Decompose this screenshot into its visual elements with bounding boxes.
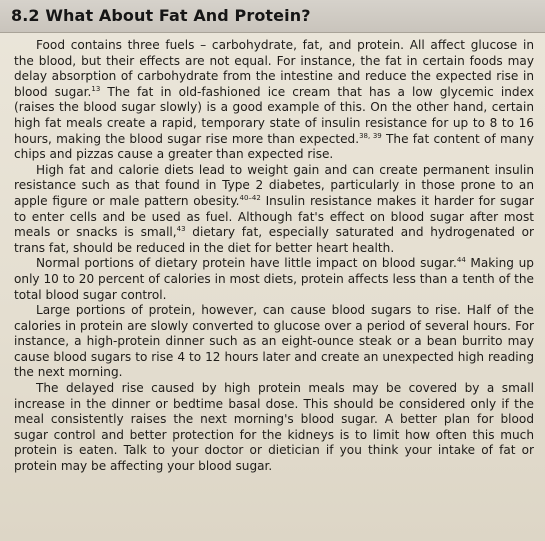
- paragraph: [14, 163, 534, 257]
- paragraph-text: The fat in old-fashioned ice cream that has a low glycemic index (raises the blood sugar slowly) is a good example of this. On the other hand, certain high fat meals create a rapid, temporary state of insulin resistance for up to 8 to 16 hours, making the blood sugar rise more than expected.: [14, 84, 534, 146]
- paragraph: [14, 256, 534, 303]
- citation-superscript: 43: [176, 225, 186, 234]
- section-title: 8.2 What About Fat And Protein?: [11, 6, 311, 25]
- paragraph: [14, 303, 534, 381]
- section-header: [0, 0, 545, 33]
- paragraph: [14, 381, 534, 475]
- citation-superscript: 40–42: [239, 193, 261, 202]
- paragraph-text: Insulin resistance makes it harder for sugar to enter cells and be used as fuel. Although fat's effect on blood sugar after most meals or snacks is small,: [14, 193, 534, 240]
- paragraph-text: Large portions of protein, however, can cause blood sugars to rise. Half of the calories in protein are slowly converted to glucose over a period of several hours. For instance, a high-protein dinner such as an eight-ounce steak or a bean burrito may cause blood sugars to rise 4 to 12 hours later and create an unexpected high reading the next morning.: [14, 303, 534, 380]
- paragraph-text: Food contains three fuels – carbohydrate, fat, and protein. All affect glucose in the blood, but their effects are not equal. For instance, the fat in certain foods may delay absorption of carbohydrate from the intestine and reduce the expected rise in blood sugar.: [14, 38, 534, 99]
- citation-superscript: 13: [91, 84, 101, 93]
- paragraph-text: Making up only 10 to 20 percent of calories in most diets, protein affects less than a tenth of the total blood sugar control.: [14, 256, 534, 302]
- paragraph-text: dietary fat, especially saturated and hydrogenated or trans fat, should be reduced in the diet for better heart health.: [14, 225, 534, 255]
- paragraph-text: The fat content of many chips and pizzas cause a greater than expected rise.: [14, 131, 535, 162]
- paragraph: [14, 38, 534, 163]
- paragraph-text: High fat and calorie diets lead to weight gain and can create permanent insulin resistance such as that found in Type 2 diabetes, particularly in those prone to an apple figure or male pattern obesity.: [14, 162, 534, 208]
- citation-superscript: 38, 39: [359, 131, 382, 140]
- citation-superscript: 44: [456, 256, 466, 265]
- paragraph-text: The delayed rise caused by high protein meals may be covered by a small increase in the dinner or bedtime basal dose. This should be considered only if the meal consistently raises the next morning's blood sugar. A better plan for blood sugar control and better protection for the kidneys is to limit how often this much protein is eaten. Talk to your doctor or dietician if you think your intake of fat or protein may be affecting your blood sugar.: [14, 381, 534, 474]
- paragraph-text: Normal portions of dietary protein have little impact on blood sugar.: [36, 256, 457, 271]
- body-text: [14, 38, 534, 475]
